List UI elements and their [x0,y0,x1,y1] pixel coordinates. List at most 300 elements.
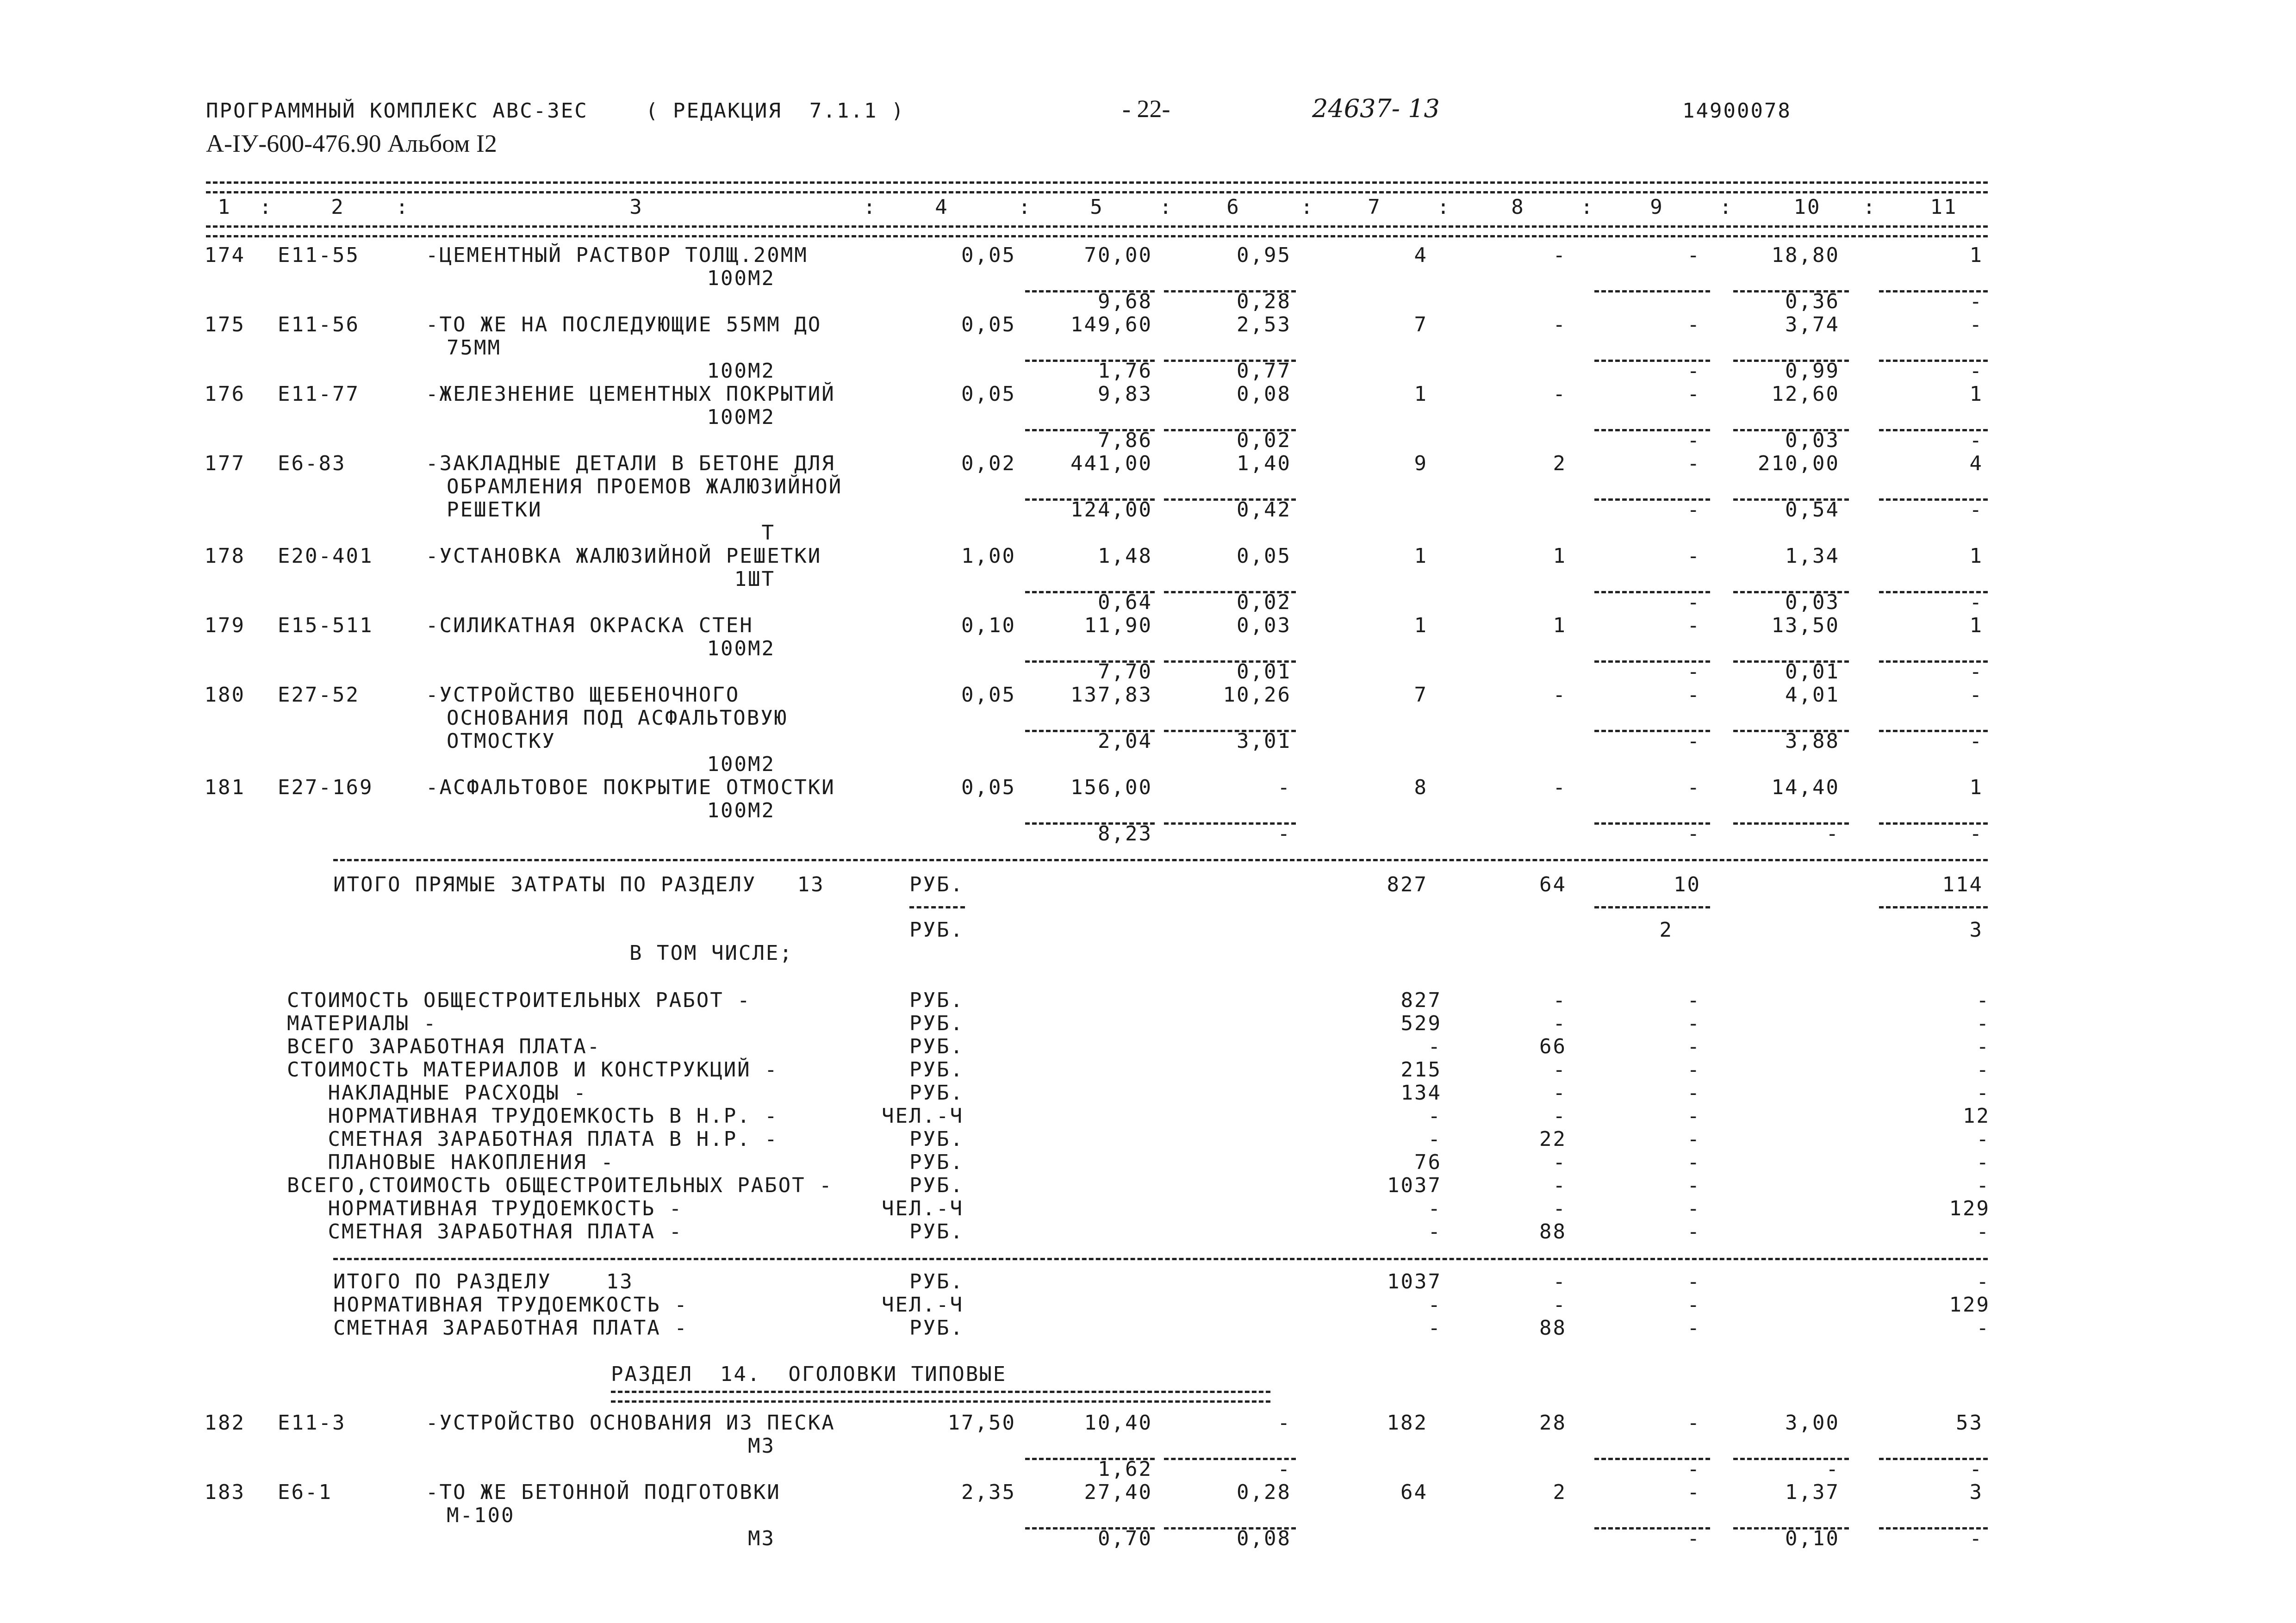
cell-c7: 7 [1414,683,1428,707]
cell-c9: - [1687,1480,1701,1504]
cell-c7: 7 [1414,313,1428,336]
breakdown-c8: 22 [1539,1127,1567,1151]
section-total-c7: - [1428,1316,1442,1340]
column-header-8: 8 [1511,195,1525,219]
cell-c10: 1,34 [1785,544,1840,568]
breakdown-label: СТОИМОСТЬ МАТЕРИАЛОВ И КОНСТРУКЦИЙ - [287,1058,778,1082]
section-total-c11: - [1976,1270,1990,1293]
cell-c6-sub: - [1277,1457,1291,1481]
row-number: 182 [204,1411,245,1435]
cell-c5: 137,83 [1070,683,1152,707]
section-total-c9: - [1687,1316,1701,1340]
column-separator: : [1159,195,1173,219]
breakdown-unit: РУБ. [909,1174,964,1197]
row-number: 180 [204,683,245,707]
row-code: Е15-511 [278,614,373,637]
row-name: РЕШЕТКИ [447,498,542,522]
cell-c5: 9,83 [1098,382,1152,406]
cell-c5-sub: 9,68 [1098,290,1152,313]
column-header-2: 2 [331,195,345,219]
cell-c7: 8 [1414,776,1428,799]
cell-c11: - [1969,683,1983,707]
row-unit: М3 [748,1527,775,1550]
section-total-unit: РУБ. [909,1316,964,1340]
cell-c6: 0,03 [1237,614,1291,637]
breakdown-c11: - [1976,1012,1990,1035]
cell-c9-sub: - [1687,1457,1701,1481]
totals-c7: 827 [1387,873,1428,896]
cell-c4: 17,50 [947,1411,1016,1435]
row-code: Е11-3 [278,1411,346,1435]
cell-c10: 12,60 [1771,382,1840,406]
breakdown-label: ПЛАНОВЫЕ НАКОПЛЕНИЯ - [287,1150,615,1174]
cell-c11-sub: - [1969,498,1983,522]
cell-c5-sub: 1,62 [1098,1457,1152,1481]
header-rule-top [206,181,1988,193]
cell-c11: 1 [1969,776,1983,799]
cell-c5: 11,90 [1084,614,1152,637]
breakdown-c9: - [1687,1220,1701,1244]
cell-c10: 18,80 [1771,243,1840,267]
section-title-underline [611,1391,1270,1403]
cell-c9: - [1687,614,1701,637]
cell-c10-sub: 0,03 [1785,591,1840,614]
column-header-9: 9 [1650,195,1664,219]
cell-c9: - [1687,243,1701,267]
cell-c7: 9 [1414,452,1428,475]
cell-c11-sub: - [1969,660,1983,684]
section-total-c9: - [1687,1293,1701,1317]
cell-c11: - [1969,313,1983,336]
cell-c11: 3 [1969,1480,1983,1504]
cell-c7: 64 [1400,1480,1428,1504]
row-name: 75ММ [447,336,501,360]
cell-c6-sub: 0,08 [1237,1527,1291,1550]
section-total-label: НОРМАТИВНАЯ ТРУДОЕМКОСТЬ - [333,1293,688,1317]
section-total-c7: - [1428,1293,1442,1317]
breakdown-c7: 134 [1400,1081,1442,1105]
breakdown-c8: - [1553,1104,1567,1128]
totals-c11: 114 [1942,873,1983,896]
cell-c8: - [1553,313,1567,336]
cell-c11-sub: - [1969,290,1983,313]
cell-c6-sub: 0,77 [1237,359,1291,383]
cell-c7: 1 [1414,382,1428,406]
breakdown-c9: - [1687,1174,1701,1197]
breakdown-c8: - [1553,1081,1567,1105]
cell-c6: 2,53 [1237,313,1291,336]
breakdown-c11: 12 [1963,1104,1990,1128]
totals-c9-sub: 2 [1659,918,1673,942]
breakdown-label: СМЕТНАЯ ЗАРАБОТНАЯ ПЛАТА - [287,1220,683,1244]
cell-c9: - [1687,776,1701,799]
cell-c7: 1 [1414,614,1428,637]
cell-c5: 156,00 [1070,776,1152,799]
breakdown-label: МАТЕРИАЛЫ - [287,1012,437,1035]
breakdown-c8: 88 [1539,1220,1567,1244]
breakdown-c11: - [1976,1035,1990,1058]
cell-c10-sub: 0,36 [1785,290,1840,313]
row-unit: 100М2 [707,359,775,383]
section-total-c9: - [1687,1270,1701,1293]
cell-c6: - [1277,776,1291,799]
cell-c8: - [1553,382,1567,406]
cell-c10-sub: 3,88 [1785,729,1840,753]
row-name: -УСТАНОВКА ЖАЛЮЗИЙНОЙ РЕШЕТКИ [426,544,822,568]
breakdown-label: СТОИМОСТЬ ОБЩЕСТРОИТЕЛЬНЫХ РАБОТ - [287,989,751,1012]
cell-c5-sub: 124,00 [1070,498,1152,522]
cell-c9-sub: - [1687,429,1701,452]
section-total-c8: - [1553,1293,1567,1317]
breakdown-c7: 76 [1414,1150,1442,1174]
cell-c9: - [1687,382,1701,406]
cell-c8: - [1553,776,1567,799]
breakdown-label: ВСЕГО ЗАРАБОТНАЯ ПЛАТА- [287,1035,601,1058]
breakdown-c11: - [1976,1174,1990,1197]
cell-c11-sub: - [1969,429,1983,452]
breakdown-unit: РУБ. [909,1127,964,1151]
row-name: -ЗАКЛАДНЫЕ ДЕТАЛИ В БЕТОНЕ ДЛЯ [426,452,835,475]
cell-c7: 182 [1387,1411,1428,1435]
breakdown-unit: РУБ. [909,1035,964,1058]
cell-c6-sub: 0,42 [1237,498,1291,522]
column-separator: : [1863,195,1877,219]
totals-label: ИТОГО ПРЯМЫЕ ЗАТРАТЫ ПО РАЗДЕЛУ 13 [333,873,825,896]
row-unit: 1ШТ [734,567,775,591]
cell-c6-sub: - [1277,822,1291,846]
cell-c11: 1 [1969,243,1983,267]
cell-c5-sub: 0,70 [1098,1527,1152,1550]
row-code: Е27-52 [278,683,360,707]
breakdown-c8: 66 [1539,1035,1567,1058]
column-separator: : [1300,195,1314,219]
breakdown-unit: ЧЕЛ.-Ч [882,1197,964,1220]
breakdown-c11: - [1976,989,1990,1012]
cell-c10-sub: 0,54 [1785,498,1840,522]
row-unit: 100М2 [707,267,775,290]
cell-c9-sub: - [1687,1527,1701,1550]
breakdown-c7: 827 [1400,989,1442,1012]
cell-c6: 0,08 [1237,382,1291,406]
document-code: 14900078 [1682,99,1792,123]
cell-c9-sub: - [1687,822,1701,846]
row-number: 175 [204,313,245,336]
cell-c5: 441,00 [1070,452,1152,475]
section-total-c8: 88 [1539,1316,1567,1340]
totals-c11-sub: 3 [1969,918,1983,942]
section-rule [333,859,1988,861]
cell-c9-sub: - [1687,660,1701,684]
breakdown-c11: 129 [1949,1197,1990,1220]
handwritten-number: 24637- 13 [1312,94,1440,123]
row-number: 178 [204,544,245,568]
breakdown-label: СМЕТНАЯ ЗАРАБОТНАЯ ПЛАТА В Н.Р. - [287,1127,778,1151]
cell-divider-c9 [1594,290,1710,292]
cell-c6-sub: 0,02 [1237,591,1291,614]
breakdown-unit: ЧЕЛ.-Ч [882,1104,964,1128]
breakdown-unit: РУБ. [909,1220,964,1244]
cell-c11: 1 [1969,544,1983,568]
cell-c6: 10,26 [1223,683,1291,707]
album-title: А-IУ-600-476.90 Альбом I2 [206,130,497,157]
breakdown-label: НАКЛАДНЫЕ РАСХОДЫ - [287,1081,587,1105]
cell-c11: 4 [1969,452,1983,475]
breakdown-unit: РУБ. [909,1058,964,1082]
breakdown-c7: 215 [1400,1058,1442,1082]
cell-c6: 0,95 [1237,243,1291,267]
program-name: ПРОГРАММНЫЙ КОМПЛЕКС АВС-3ЕС [206,99,588,123]
cell-c8: 1 [1553,544,1567,568]
cell-c9: - [1687,1411,1701,1435]
breakdown-c9: - [1687,1058,1701,1082]
row-name: -УСТРОЙСТВО ОСНОВАНИЯ ИЗ ПЕСКА [426,1411,835,1435]
breakdown-c8: - [1553,1012,1567,1035]
section-total-c11: 129 [1949,1293,1990,1317]
totals-c8: 64 [1539,873,1567,896]
cell-c5-sub: 7,86 [1098,429,1152,452]
row-name: ОБРАМЛЕНИЯ ПРОЕМОВ ЖАЛЮЗИЙНОЙ [447,475,843,498]
cell-c5-sub: 7,70 [1098,660,1152,684]
cell-c6-sub: 0,28 [1237,290,1291,313]
cell-c10-sub: 0,10 [1785,1527,1840,1550]
section-total-unit: ЧЕЛ.-Ч [882,1293,964,1317]
cell-c11-sub: - [1969,822,1983,846]
section-total-c7: 1037 [1387,1270,1442,1293]
column-header-11: 11 [1930,195,1958,219]
row-number: 181 [204,776,245,799]
cell-c9: - [1687,544,1701,568]
cell-c6-sub: 0,01 [1237,660,1291,684]
page-number: - 22- [1122,95,1170,123]
section-total-label: ИТОГО ПО РАЗДЕЛУ 13 [333,1270,634,1293]
row-unit: М3 [748,1434,775,1458]
breakdown-c9: - [1687,1104,1701,1128]
breakdown-unit: РУБ. [909,1150,964,1174]
column-header-1: 1 [218,195,231,219]
cell-c10-sub: 0,99 [1785,359,1840,383]
cell-c8: 28 [1539,1411,1567,1435]
breakdown-c7: - [1428,1104,1442,1128]
breakdown-c7: 1037 [1387,1174,1442,1197]
row-code: Е6-1 [278,1480,332,1504]
breakdown-c9: - [1687,1035,1701,1058]
cell-c8: - [1553,683,1567,707]
cell-c5: 70,00 [1084,243,1152,267]
cell-c8: 2 [1553,452,1567,475]
breakdown-c9: - [1687,1197,1701,1220]
totals-c9: 10 [1674,873,1701,896]
cell-c10-sub: 0,01 [1785,660,1840,684]
cell-c4: 1,00 [961,544,1016,568]
breakdown-c11: - [1976,1220,1990,1244]
breakdown-label: НОРМАТИВНАЯ ТРУДОЕМКОСТЬ - [287,1197,683,1220]
section-total-unit: РУБ. [909,1270,964,1293]
row-unit: 100М2 [707,405,775,429]
row-name: -АСФАЛЬТОВОЕ ПОКРЫТИЕ ОТМОСТКИ [426,776,835,799]
breakdown-label: ВСЕГО,СТОИМОСТЬ ОБЩЕСТРОИТЕЛЬНЫХ РАБОТ - [287,1174,833,1197]
row-unit: 100М2 [707,637,775,660]
row-code: Е11-77 [278,382,360,406]
cell-c6: 1,40 [1237,452,1291,475]
column-separator: : [863,195,877,219]
column-separator: : [1018,195,1032,219]
section-total-c11: - [1976,1316,1990,1340]
cell-c4: 0,05 [961,776,1016,799]
cell-c4: 0,02 [961,452,1016,475]
cell-c6: - [1277,1411,1291,1435]
breakdown-c8: - [1553,1150,1567,1174]
row-name: -УСТРОЙСТВО ЩЕБЕНОЧНОГО [426,683,740,707]
cell-c10: 4,01 [1785,683,1840,707]
breakdown-c9: - [1687,989,1701,1012]
cell-c10: 3,00 [1785,1411,1840,1435]
edition: ( РЕДАКЦИЯ 7.1.1 ) [646,99,905,123]
cell-c10-sub: - [1826,822,1840,846]
row-number: 183 [204,1480,245,1504]
row-unit: 100М2 [707,799,775,822]
breakdown-c11: - [1976,1081,1990,1105]
cell-c4: 0,05 [961,382,1016,406]
cell-c8: - [1553,243,1567,267]
cell-c10-sub: 0,03 [1785,429,1840,452]
cell-c5-sub: 2,04 [1098,729,1152,753]
cell-c10: 14,40 [1771,776,1840,799]
cell-c5: 10,40 [1084,1411,1152,1435]
cell-c9: - [1687,313,1701,336]
column-header-5: 5 [1090,195,1104,219]
breakdown-c7: - [1428,1127,1442,1151]
cell-c6: 0,28 [1237,1480,1291,1504]
breakdown-c9: - [1687,1012,1701,1035]
cell-c5: 1,48 [1098,544,1152,568]
cell-c8: 1 [1553,614,1567,637]
row-name: М-100 [447,1504,515,1527]
row-name: -ТО ЖЕ БЕТОННОЙ ПОДГОТОВКИ [426,1480,781,1504]
breakdown-c7: - [1428,1220,1442,1244]
row-code: Е11-56 [278,313,360,336]
cell-c11-sub: - [1969,1457,1983,1481]
breakdown-c11: - [1976,1150,1990,1174]
row-code: Е27-169 [278,776,373,799]
breakdown-unit: РУБ. [909,1081,964,1105]
cell-c5-sub: 0,64 [1098,591,1152,614]
totals-divider-unit [909,906,965,908]
cell-c5: 149,60 [1070,313,1152,336]
breakdown-c7: - [1428,1197,1442,1220]
breakdown-c7: 529 [1400,1012,1442,1035]
cell-c4: 0,05 [961,683,1016,707]
section-total-label: СМЕТНАЯ ЗАРАБОТНАЯ ПЛАТА - [333,1316,688,1340]
in-total-label: В ТОМ ЧИСЛЕ; [629,941,793,965]
totals-divider-c9 [1594,906,1710,908]
column-separator: : [1580,195,1594,219]
row-unit: 100М2 [707,752,775,776]
breakdown-c11: - [1976,1127,1990,1151]
cell-c6-sub: 0,02 [1237,429,1291,452]
breakdown-unit: РУБ. [909,989,964,1012]
cell-c9: - [1687,452,1701,475]
breakdown-c8: - [1553,989,1567,1012]
cell-c6-sub: 3,01 [1237,729,1291,753]
cell-c10: 13,50 [1771,614,1840,637]
breakdown-c9: - [1687,1127,1701,1151]
cell-c4: 2,35 [961,1480,1016,1504]
column-header-3: 3 [629,195,643,219]
cell-c11-sub: - [1969,591,1983,614]
totals-divider-c11 [1879,906,1988,908]
column-header-6: 6 [1226,195,1240,219]
cell-c4: 0,10 [961,614,1016,637]
cell-c11: 53 [1956,1411,1983,1435]
row-code: Е20-401 [278,544,373,568]
cell-c10: 210,00 [1758,452,1840,475]
breakdown-c9: - [1687,1081,1701,1105]
breakdown-c11: - [1976,1058,1990,1082]
row-name: ОТМОСТКУ [447,729,556,753]
column-header-7: 7 [1368,195,1381,219]
column-separator: : [259,195,273,219]
column-header-10: 10 [1793,195,1821,219]
row-code: Е6-83 [278,452,346,475]
cell-c9-sub: - [1687,498,1701,522]
cell-c10-sub: - [1826,1457,1840,1481]
cell-c9: - [1687,683,1701,707]
section-title: РАЗДЕЛ 14. ОГОЛОВКИ ТИПОВЫЕ [611,1362,1007,1386]
breakdown-label: НОРМАТИВНАЯ ТРУДОЕМКОСТЬ В Н.Р. - [287,1104,778,1128]
cell-c4: 0,05 [961,313,1016,336]
row-name: -ЦЕМЕНТНЫЙ РАСТВОР ТОЛЩ.20ММ [426,243,808,267]
breakdown-c7: - [1428,1035,1442,1058]
row-name: ОСНОВАНИЯ ПОД АСФАЛЬТОВУЮ [447,706,788,730]
row-number: 177 [204,452,245,475]
cell-c9-sub: - [1687,359,1701,383]
row-number: 174 [204,243,245,267]
cell-c8: 2 [1553,1480,1567,1504]
cell-c9-sub: - [1687,591,1701,614]
cell-c9-sub: - [1687,729,1701,753]
row-name: -СИЛИКАТНАЯ ОКРАСКА СТЕН [426,614,753,637]
totals-unit-sub: РУБ. [909,918,964,942]
cell-c5: 27,40 [1084,1480,1152,1504]
cell-c6: 0,05 [1237,544,1291,568]
breakdown-c8: - [1553,1058,1567,1082]
column-header-4: 4 [935,195,949,219]
cell-c11-sub: - [1969,729,1983,753]
row-code: Е11-55 [278,243,360,267]
subtotal-rule [333,1258,1988,1260]
breakdown-c8: - [1553,1197,1567,1220]
section-total-c8: - [1553,1270,1567,1293]
totals-unit: РУБ. [909,873,964,896]
breakdown-c8: - [1553,1174,1567,1197]
breakdown-c9: - [1687,1150,1701,1174]
cell-c5-sub: 8,23 [1098,822,1152,846]
cell-c11: 1 [1969,382,1983,406]
row-name: -ТО ЖЕ НА ПОСЛЕДУЮЩИЕ 55ММ ДО [426,313,822,336]
cell-c5-sub: 1,76 [1098,359,1152,383]
row-number: 176 [204,382,245,406]
column-separator: : [1719,195,1733,219]
cell-c7: 1 [1414,544,1428,568]
header-rule-bottom [206,225,1988,237]
column-separator: : [396,195,410,219]
row-number: 179 [204,614,245,637]
cell-c11-sub: - [1969,359,1983,383]
cell-c11-sub: - [1969,1527,1983,1550]
column-separator: : [1437,195,1451,219]
cell-c11: 1 [1969,614,1983,637]
cell-c10: 1,37 [1785,1480,1840,1504]
